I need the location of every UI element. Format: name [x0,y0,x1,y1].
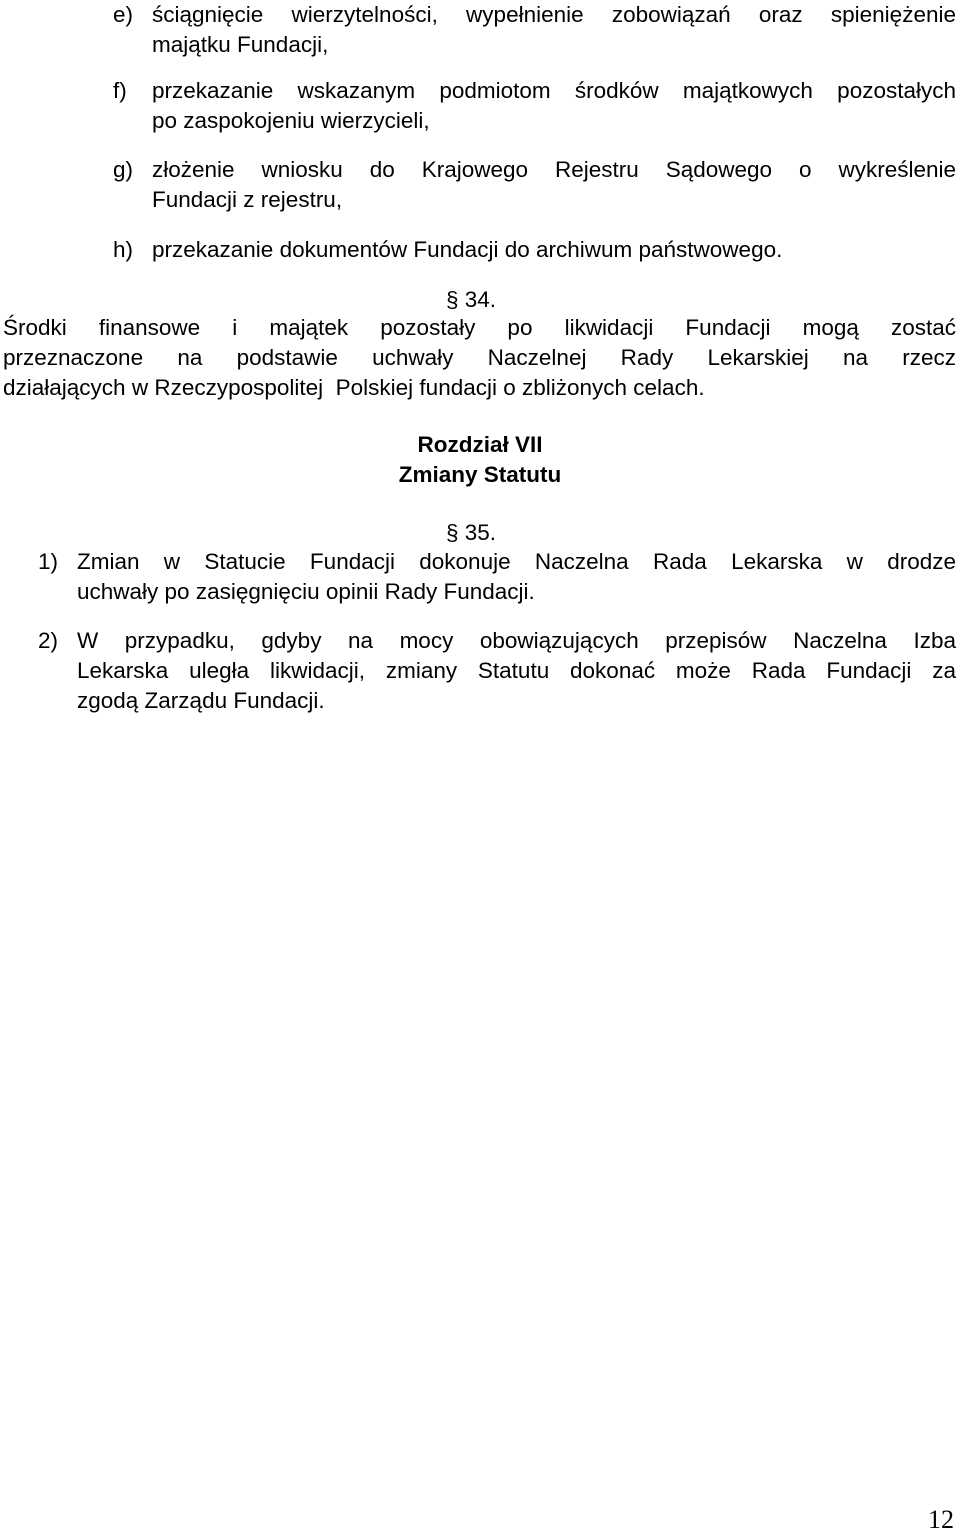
list-item-text: ściągnięcie wierzytelności, wypełnienie zobowiązań oraz spieniężenie [152,2,956,27]
point-text: Zmian w Statucie Fundacji dokonuje Naczelna Rada Lekarska w drodze [77,549,956,574]
section-heading-34: § 34. [446,287,497,312]
point-text: uchwały po zasięgnięciu opinii Rady Fundacji. [77,579,535,604]
paragraph-line: działających w Rzeczypospolitej Polskiej fundacji o zbliżonych celach. [3,375,705,400]
list-item-text: przekazanie wskazanym podmiotom środków majątkowych pozostałych [152,78,956,103]
section-heading-35: § 35. [446,520,497,545]
list-item-text: złożenie wniosku do Krajowego Rejestru Sądowego o wykreślenie [152,157,956,182]
list-item-text: majątku Fundacji, [152,32,329,57]
point-text: W przypadku, gdyby na mocy obowiązujących przepisów Naczelna Izba [77,628,956,653]
point-label: 1) [38,549,59,574]
paragraph-line: Środki finansowe i majątek pozostały po likwidacji Fundacji mogą zostać [3,315,956,340]
list-item-label: e) [113,2,134,27]
list-item-label: h) [113,237,134,262]
list-item-text: przekazanie dokumentów Fundacji do archiwum państwowego. [152,237,783,262]
list-item-text: po zaspokojeniu wierzycieli, [152,108,430,133]
list-item-label: g) [113,157,134,182]
chapter-title: Rozdział VII [417,432,543,457]
point-label: 2) [38,628,59,653]
paragraph-line: przeznaczone na podstawie uchwały Naczelnej Rady Lekarskiej na rzecz [3,345,956,370]
chapter-subtitle: Zmiany Statutu [398,462,562,487]
page-number: 12 [928,1505,954,1534]
list-item-label: f) [113,78,127,103]
point-text: Lekarska uległa likwidacji, zmiany Statutu dokonać może Rada Fundacji za [77,658,956,683]
list-item-text: Fundacji z rejestru, [152,187,343,212]
point-text: zgodą Zarządu Fundacji. [77,688,325,713]
